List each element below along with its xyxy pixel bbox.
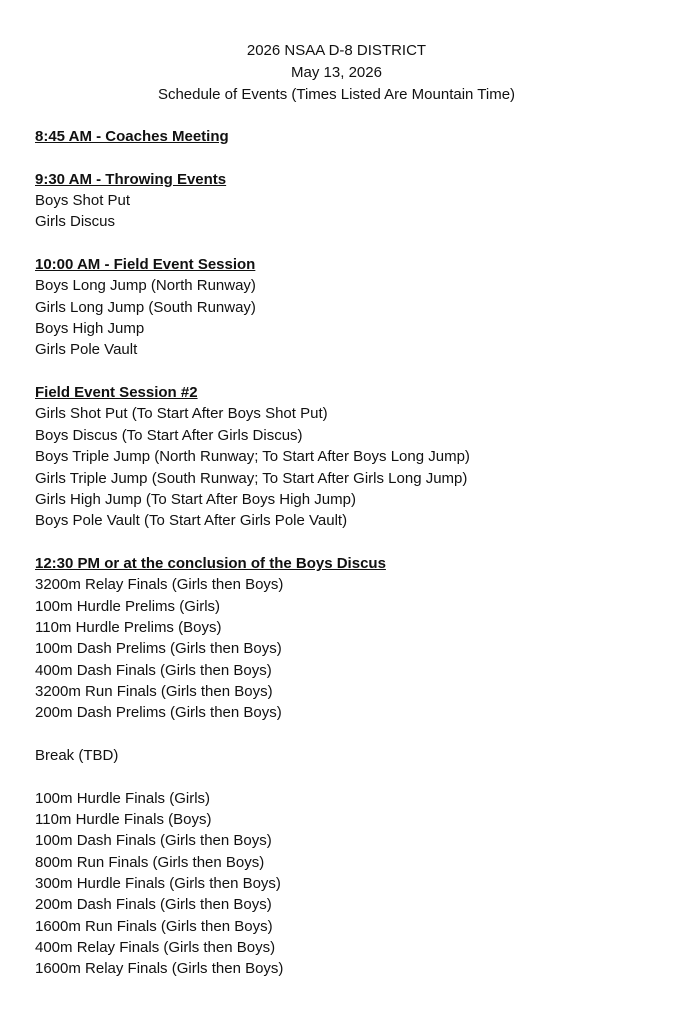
list-item: Boys Pole Vault (To Start After Girls Pole Vault) bbox=[35, 512, 348, 530]
spacer bbox=[35, 147, 655, 168]
document-header bbox=[0, 40, 673, 106]
running-events-heading: 12:30 PM or at the conclusion of the Boys Discus bbox=[35, 554, 386, 572]
list-item: Boys Shot Put bbox=[35, 192, 131, 210]
schedule-subtitle: Schedule of Events (Times Listed Are Mountain Time) bbox=[157, 86, 516, 103]
list-item: 3200m Run Finals (Girls then Boys) bbox=[35, 682, 273, 700]
list-item: 100m Dash Finals (Girls then Boys) bbox=[35, 832, 272, 850]
list-item: 110m Hurdle Prelims (Boys) bbox=[35, 618, 222, 636]
spacer bbox=[35, 361, 655, 382]
list-item: Girls High Jump (To Start After Boys High Jump) bbox=[35, 490, 356, 508]
throwing-events-heading: 9:30 AM - Throwing Events bbox=[35, 170, 227, 188]
list-item: Girls Discus bbox=[35, 213, 116, 231]
field-event-session-2-heading: Field Event Session #2 bbox=[35, 384, 198, 402]
list-item: Girls Triple Jump (South Runway; To Start After Girls Long Jump) bbox=[35, 469, 468, 487]
coaches-meeting-heading: 8:45 AM - Coaches Meeting bbox=[35, 128, 229, 145]
field-event-session-heading: 10:00 AM - Field Event Session bbox=[35, 256, 256, 274]
list-item: Girls Pole Vault bbox=[35, 341, 138, 359]
list-item: Boys Discus (To Start After Girls Discus) bbox=[35, 426, 303, 444]
list-item: 200m Dash Finals (Girls then Boys) bbox=[35, 896, 272, 914]
list-item: 1600m Relay Finals (Girls then Boys) bbox=[35, 960, 284, 978]
spacer bbox=[35, 724, 655, 745]
list-item: Boys Long Jump (North Runway) bbox=[35, 277, 256, 295]
list-item: 400m Dash Finals (Girls then Boys) bbox=[35, 661, 272, 679]
list-item: 100m Hurdle Prelims (Girls) bbox=[35, 597, 221, 615]
schedule-body bbox=[35, 126, 655, 980]
list-item: 300m Hurdle Finals (Girls then Boys) bbox=[35, 875, 281, 893]
spacer bbox=[35, 233, 655, 254]
event-date: May 13, 2026 bbox=[291, 64, 382, 81]
break-label: Break (TBD) bbox=[35, 746, 119, 764]
list-item: 3200m Relay Finals (Girls then Boys) bbox=[35, 576, 284, 594]
list-item: 200m Dash Prelims (Girls then Boys) bbox=[35, 704, 282, 722]
list-item: 110m Hurdle Finals (Boys) bbox=[35, 811, 212, 828]
list-item: Girls Shot Put (To Start After Boys Shot Put) bbox=[35, 405, 328, 423]
spacer bbox=[35, 766, 655, 787]
list-item: Boys High Jump bbox=[35, 320, 145, 338]
spacer bbox=[35, 532, 655, 553]
list-item: 800m Run Finals (Girls then Boys) bbox=[35, 853, 265, 871]
list-item: Girls Long Jump (South Runway) bbox=[35, 298, 256, 316]
list-item: Boys Triple Jump (North Runway; To Start After Boys Long Jump) bbox=[35, 448, 470, 466]
list-item: 1600m Run Finals (Girls then Boys) bbox=[35, 917, 273, 935]
list-item: 100m Hurdle Finals (Girls) bbox=[35, 789, 211, 807]
list-item: 400m Relay Finals (Girls then Boys) bbox=[35, 939, 276, 957]
district-title: 2026 NSAA D-8 DISTRICT bbox=[246, 42, 427, 59]
list-item: 100m Dash Prelims (Girls then Boys) bbox=[35, 640, 282, 658]
